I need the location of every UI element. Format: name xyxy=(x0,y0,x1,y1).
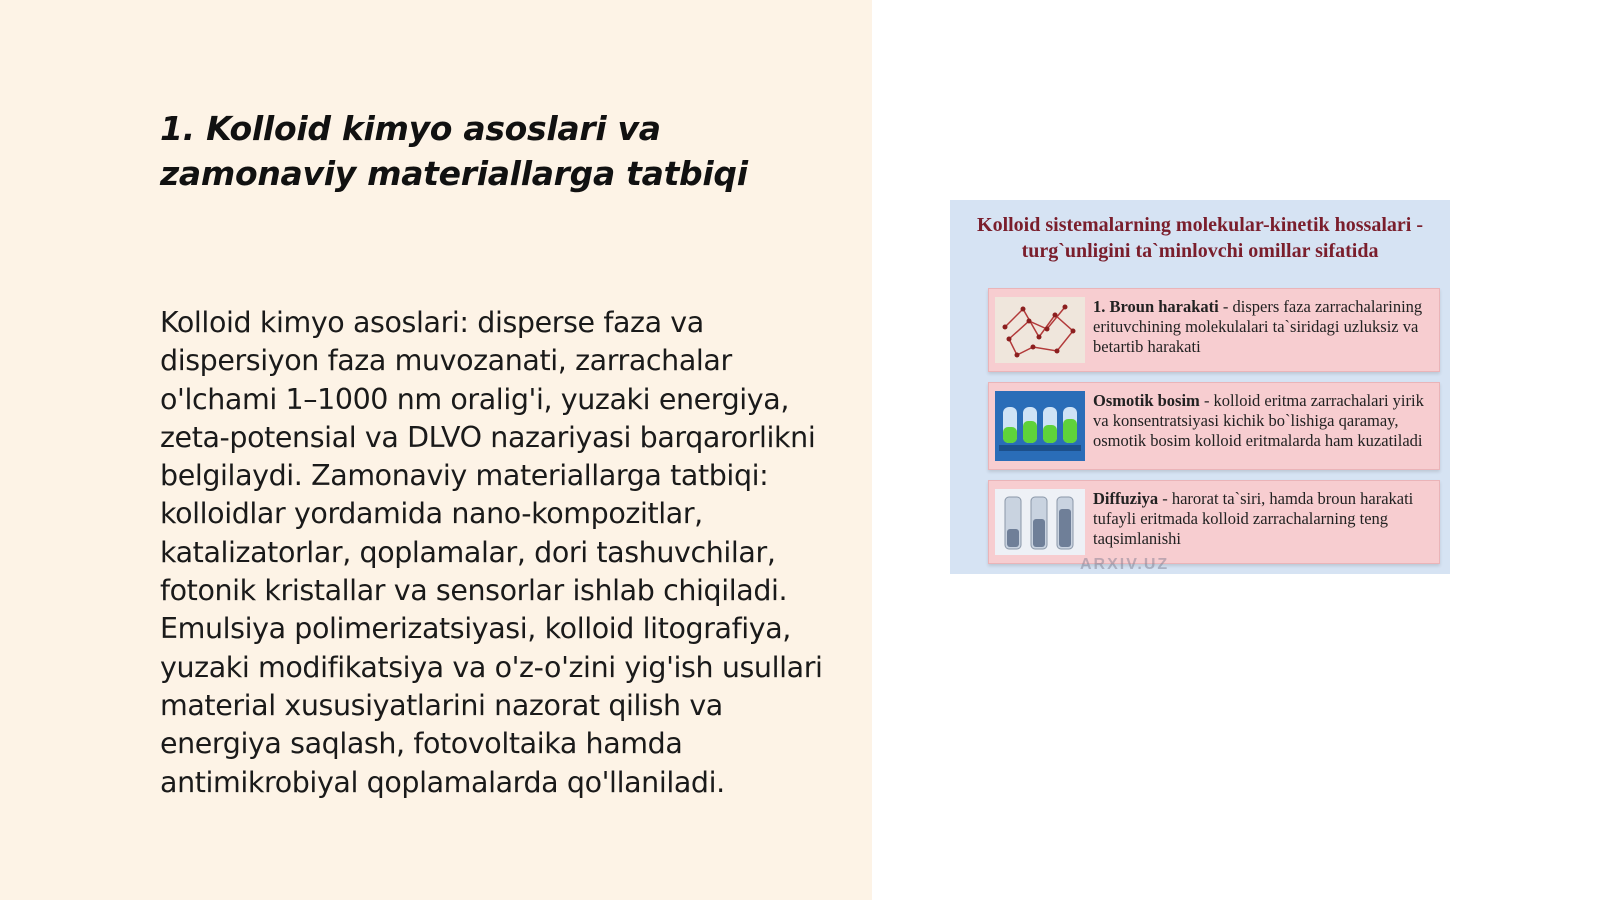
card-text-brownian-motion xyxy=(1093,297,1431,357)
colloid-properties-figure xyxy=(950,200,1450,574)
slide-title: 1. Kolloid kimyo asoslari va zamonaviy materiallarga tatbiqi xyxy=(160,109,748,193)
card-osmotic-pressure xyxy=(988,382,1440,470)
osmotic-pressure-icon xyxy=(995,391,1085,461)
card-diffusion xyxy=(988,480,1440,564)
card-description: - dispers faza zarrachalarining erituvchining molekulalari ta`siridagi uzluksiz va betartib harakati xyxy=(1093,297,1423,356)
card-term: Diffuziya xyxy=(1093,489,1159,508)
figure-title: Kolloid sistemalarning molekular-kinetik hossalari - turg`unligini ta`minlovchi omillar sifatida xyxy=(977,214,1423,262)
card-description: - harorat ta`siri, hamda broun harakati tufayli eritmada kolloid zarrachalarning teng taqsimlanishi xyxy=(1093,489,1414,548)
slide-body-text: Kolloid kimyo asoslari: disperse faza va dispersiyon faza muvozanati, zarrachalar o'lchami 1–1000 nm oralig'i, yuzaki energiya, zeta-potensial va DLVO nazariyasi barqarorlikni belgilaydi. Zamonaviy materiallarga tatbiqi: kolloidlar yordamida nano-kompozitlar, katalizatorlar, qoplamalar, dori tashuvchilar, fotonik kristallar va sensorlar ishlab chiqiladi. Emulsiya polimerizatsiyasi, kolloid litografiya, yuzaki modifikatsiya va o'z-o'zini yig'ish usullari material xususiyatlarini nazorat qilish va energiya saqlash, fotovoltaika hamda antimikrobiyal qoplamalarda qo'llaniladi. xyxy=(160,306,823,799)
watermark: ARXIV.UZ xyxy=(1080,556,1170,573)
card-term: 1. Broun harakati xyxy=(1093,297,1219,316)
card-text-diffusion xyxy=(1093,489,1431,549)
card-term: Osmotik bosim xyxy=(1093,391,1200,410)
diffusion-icon xyxy=(995,489,1085,555)
card-text-osmotic-pressure xyxy=(1093,391,1431,451)
card-description: - kolloid eritma zarrachalari yirik va konsentratsiyasi kichik bo`lishiga qaramay, osmotik bosim kolloid eritmalarda ham kuzatiladi xyxy=(1093,391,1424,450)
brownian-motion-icon xyxy=(995,297,1085,363)
card-brownian-motion xyxy=(988,288,1440,372)
